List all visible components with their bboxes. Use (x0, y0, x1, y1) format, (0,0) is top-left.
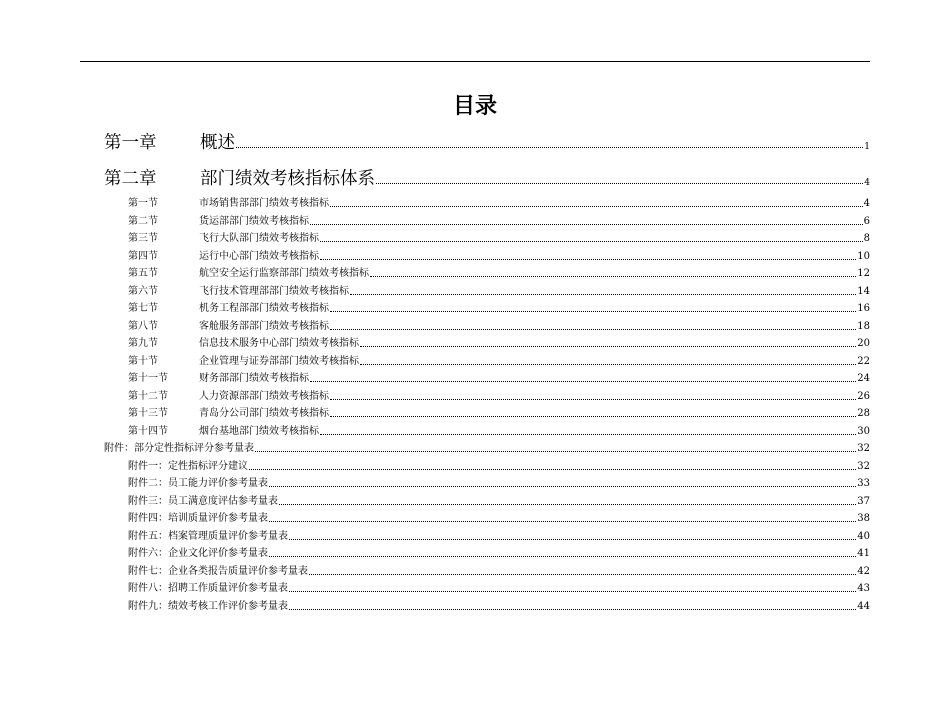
page-number: 4 (864, 178, 870, 188)
dot-leader (249, 469, 856, 470)
section-number: 第三节 (128, 233, 158, 244)
toc-appendix-item[interactable] (128, 564, 870, 579)
dot-leader (309, 574, 856, 575)
dot-leader (310, 224, 863, 225)
page-number: 18 (857, 320, 870, 332)
toc-section[interactable] (128, 266, 870, 281)
dot-leader (330, 206, 863, 207)
toc-appendix-item[interactable] (128, 529, 870, 544)
section-title: 青岛分公司部门绩效考核指标 (199, 408, 329, 419)
toc-section[interactable] (128, 284, 870, 299)
appendix-item-title: 附件一：定性指标评分建议 (128, 460, 248, 472)
page-number: 10 (857, 250, 870, 262)
dot-leader (269, 521, 856, 522)
section-number: 第十一节 (128, 373, 168, 384)
appendix-item-title: 附件四：培训质量评价参考量表 (128, 513, 268, 524)
section-title: 航空安全运行监察部部门绩效考核指标 (199, 268, 369, 279)
toc-appendix-item[interactable] (128, 494, 870, 509)
section-title: 信息技术服务中心部门绩效考核指标 (199, 338, 359, 349)
toc-appendix-item[interactable] (128, 546, 870, 561)
appendix-item-title: 附件七：企业各类报告质量评价参考量表 (128, 565, 308, 577)
page-number: 43 (857, 583, 870, 594)
appendix-item-title: 附件六：企业文化评价参考量表 (128, 548, 268, 559)
toc-appendix-item[interactable] (128, 581, 870, 596)
page-number: 16 (857, 303, 870, 314)
toc-section[interactable] (128, 406, 870, 421)
dot-leader (269, 556, 856, 557)
page-number: 14 (857, 285, 870, 297)
section-number: 第二节 (128, 215, 158, 227)
page-number: 20 (857, 338, 870, 349)
chapter-number: 第一章 (104, 133, 157, 153)
dot-leader (269, 486, 856, 487)
appendix-item-title: 附件二：员工能力评价参考量表 (128, 478, 268, 489)
toc-section[interactable] (128, 371, 870, 386)
page-number: 24 (857, 373, 870, 384)
section-title: 货运部部门绩效考核指标 (199, 215, 309, 227)
page-number: 40 (857, 530, 870, 542)
section-title: 机务工程部部门绩效考核指标 (199, 303, 329, 314)
page-number: 26 (857, 390, 870, 402)
section-number: 第十二节 (128, 390, 168, 402)
dot-leader (310, 381, 856, 382)
page-number: 37 (857, 495, 870, 507)
section-number: 第一节 (128, 198, 158, 209)
dot-leader (279, 504, 856, 505)
section-title: 烟台基地部门绩效考核指标 (199, 425, 319, 437)
toc-section[interactable] (128, 424, 870, 439)
toc-section[interactable] (128, 319, 870, 334)
toc-chapter-2[interactable] (104, 168, 870, 190)
toc-section[interactable] (128, 249, 870, 264)
toc-appendix[interactable] (104, 441, 870, 456)
chapter-number: 第二章 (104, 169, 157, 189)
page-number: 6 (863, 215, 870, 227)
dot-leader (360, 364, 856, 365)
page-number: 44 (857, 600, 870, 612)
dot-leader (376, 183, 863, 184)
dot-leader (255, 451, 856, 452)
dot-leader (330, 311, 856, 312)
page-number: 1 (864, 142, 870, 152)
page-number: 8 (863, 233, 870, 244)
appendix-item-title: 附件九：绩效考核工作评价参考量表 (128, 600, 288, 612)
section-title: 人力资源部部门绩效考核指标 (199, 390, 329, 402)
toc-appendix-item[interactable] (128, 476, 870, 491)
section-number: 第七节 (128, 303, 158, 314)
appendix-item-title: 附件五：档案管理质量评价参考量表 (128, 530, 288, 542)
dot-leader (320, 241, 863, 242)
section-number: 第九节 (128, 338, 158, 349)
section-number: 第八节 (128, 320, 158, 332)
toc-section[interactable] (128, 196, 870, 211)
page-number: 12 (857, 268, 870, 279)
toc-title: 目录 (452, 94, 497, 119)
page-number: 32 (857, 460, 870, 472)
toc-section[interactable] (128, 354, 870, 369)
toc-section[interactable] (128, 336, 870, 351)
dot-leader (289, 609, 856, 610)
page-number: 22 (857, 355, 870, 367)
section-number: 第六节 (128, 285, 158, 297)
dot-leader (360, 346, 856, 347)
chapter-title: 概述 (200, 133, 235, 153)
section-number: 第四节 (128, 250, 158, 262)
dot-leader (330, 416, 856, 417)
page-number: 33 (857, 478, 870, 489)
dot-leader (330, 399, 856, 400)
section-title: 客舱服务部部门绩效考核指标 (199, 320, 329, 332)
section-title: 飞行大队部门绩效考核指标 (199, 233, 319, 244)
toc-section[interactable] (128, 231, 870, 246)
dot-leader (320, 434, 856, 435)
section-number: 第五节 (128, 268, 158, 279)
section-title: 企业管理与证券部部门绩效考核指标 (199, 355, 359, 367)
appendix-item-title: 附件三：员工满意度评估参考量表 (128, 495, 278, 507)
page-number: 28 (857, 408, 870, 419)
toc-appendix-item[interactable] (128, 511, 870, 526)
page-number: 30 (857, 425, 870, 437)
page-number: 41 (857, 548, 870, 559)
dot-leader (350, 294, 856, 295)
section-title: 市场销售部部门绩效考核指标 (199, 198, 329, 209)
section-title: 运行中心部门绩效考核指标 (199, 250, 319, 262)
section-number: 第十四节 (128, 425, 168, 437)
toc-appendix-item[interactable] (128, 599, 870, 614)
section-title: 财务部部门绩效考核指标 (199, 373, 309, 384)
appendix-title: 附件：部分定性指标评分参考量表 (104, 443, 254, 454)
toc-appendix-item[interactable] (128, 459, 870, 474)
chapter-title: 部门绩效考核指标体系 (200, 169, 375, 189)
dot-leader (370, 276, 856, 277)
toc-section[interactable] (128, 301, 870, 316)
section-number: 第十三节 (128, 408, 168, 419)
section-title: 飞行技术管理部部门绩效考核指标 (199, 285, 349, 297)
appendix-item-title: 附件八：招聘工作质量评价参考量表 (128, 583, 288, 594)
page-number: 4 (863, 198, 870, 209)
toc-section[interactable] (128, 214, 870, 229)
toc-chapter-1[interactable] (104, 132, 870, 154)
dot-leader (236, 147, 863, 148)
section-number: 第十节 (128, 355, 158, 367)
dot-leader (289, 591, 856, 592)
page-number: 38 (857, 513, 870, 524)
page-number: 32 (857, 443, 870, 454)
dot-leader (289, 539, 856, 540)
toc-section[interactable] (128, 389, 870, 404)
dot-leader (320, 259, 856, 260)
dot-leader (330, 329, 856, 330)
page-number: 42 (857, 565, 870, 577)
